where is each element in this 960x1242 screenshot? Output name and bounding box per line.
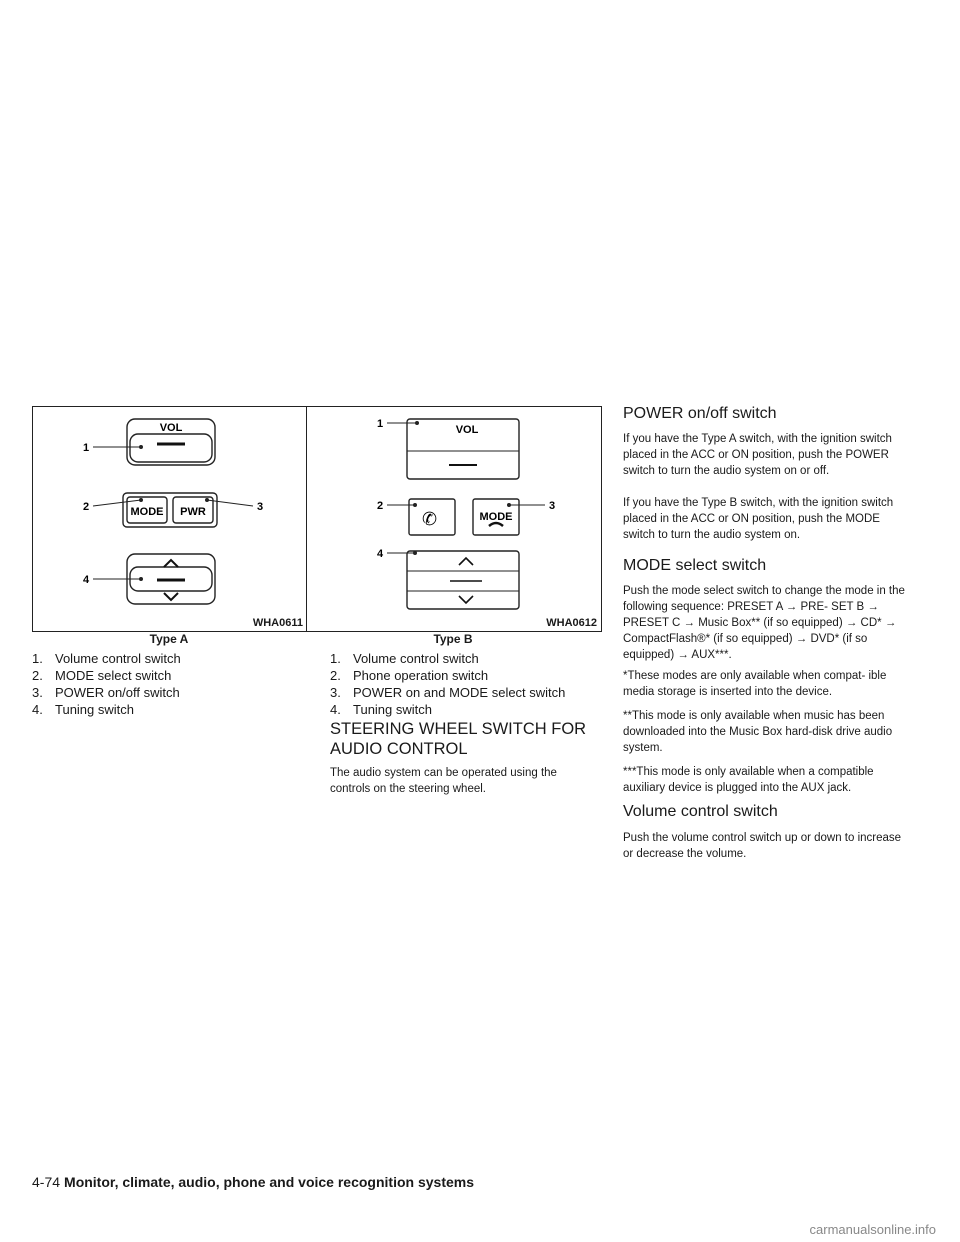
volume-paragraph: Push the volume control switch up or down to increase or decrease the volume.	[623, 832, 902, 860]
type-b-switch-diagram	[307, 407, 601, 631]
type-a-parts-list	[32, 650, 302, 718]
mode-label: MODE	[130, 506, 164, 518]
pwr-label: PWR	[180, 506, 206, 518]
figure-code: WHA0612	[546, 617, 597, 629]
callout-4: 4	[377, 548, 384, 560]
chapter-title: Monitor, climate, audio, phone and voice recognition systems	[64, 1174, 474, 1190]
type-b-parts-list	[330, 650, 610, 718]
power-paragraph-2: If you have the Type B switch, with the ignition switch placed in the ACC or ON position, push the MODE switch to turn the audio system on.	[623, 497, 894, 541]
list-item: 2. MODE select switch	[32, 668, 172, 683]
mode-label: MODE	[479, 511, 513, 523]
type-a-switch-diagram	[33, 407, 307, 631]
figure-type-b	[306, 406, 602, 632]
power-paragraph-1: If you have the Type A switch, with the ignition switch placed in the ACC or ON position, push the POWER switch to turn the audio system on or off.	[623, 433, 892, 477]
vol-label: VOL	[159, 422, 183, 434]
callout-4: 4	[83, 574, 90, 586]
callout-1: 1	[377, 418, 384, 430]
list-item: 3. POWER on and MODE select switch	[330, 685, 566, 700]
figure-caption: Type B	[433, 632, 473, 646]
callout-2: 2	[83, 501, 90, 513]
volume-heading: Volume control switch	[623, 803, 778, 820]
page-footer	[32, 1174, 474, 1190]
figure-caption: Type A	[149, 632, 189, 646]
mode-paragraph-4: ***This mode is only available when a compatible auxiliary device is plugged into the AUX jack.	[623, 766, 874, 794]
list-item: 2. Phone operation switch	[330, 668, 489, 683]
mode-paragraph-3: **This mode is only available when music has been downloaded into the Music Box hard-disk drive audio system.	[623, 710, 893, 754]
power-heading: POWER on/off switch	[623, 405, 777, 422]
list-item: 3. POWER on/off switch	[32, 685, 180, 700]
callout-1: 1	[83, 442, 90, 454]
list-item: 4. Tuning switch	[32, 702, 134, 717]
callout-3: 3	[257, 501, 264, 513]
mode-paragraph-2: *These modes are only available when compat- ible media storage is inserted into the device.	[623, 670, 887, 698]
figure-type-a	[32, 406, 308, 632]
vol-label: VOL	[455, 424, 479, 436]
phone-talk-icon: ✆	[422, 509, 438, 530]
mode-paragraph-1: Push the mode select switch to change the mode in the following sequence: PRESET A → PRE- SET B → PRESET C → Music Box** (if so equipped) → CD* → CompactFlash®* (if so equipped) → DVD* (if so equipped) → AUX***.	[623, 585, 905, 661]
page-number: 4-74	[32, 1174, 61, 1190]
mode-heading: MODE select switch	[623, 557, 767, 574]
list-item: 1. Volume control switch	[330, 651, 479, 666]
watermark: carmanualsonline.info	[809, 1222, 936, 1237]
callout-2: 2	[377, 500, 384, 512]
figure-code: WHA0611	[252, 617, 303, 629]
callout-3: 3	[549, 500, 556, 512]
steering-paragraph: The audio system can be operated using the controls on the steering wheel.	[330, 767, 557, 795]
list-item: 4. Tuning switch	[330, 702, 432, 717]
steering-heading: STEERING WHEEL SWITCH FOR AUDIO CONTROL	[330, 720, 587, 758]
list-item: 1. Volume control switch	[32, 651, 181, 666]
